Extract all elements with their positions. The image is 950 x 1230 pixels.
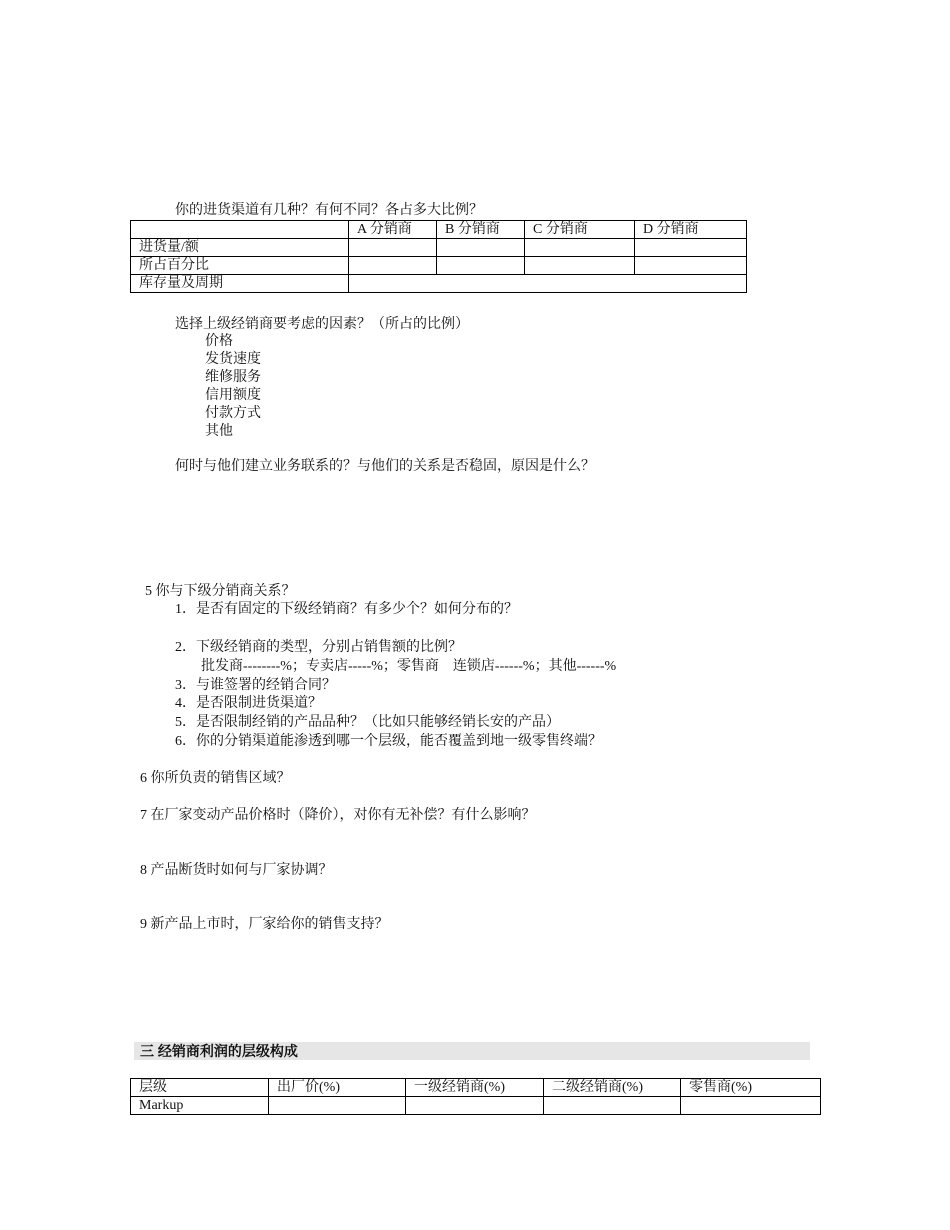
table-row — [131, 275, 747, 293]
q5-item: 2．下级经销商的类型，分别占销售额的比例？ — [175, 640, 462, 655]
question-9: 9 新产品上市时，厂家给你的销售支持？ — [140, 917, 389, 932]
q5-item: 4．是否限制进货渠道？ — [175, 696, 322, 711]
table-header-cell: 层级 — [131, 1079, 269, 1097]
factor-item: 信用额度 — [205, 388, 261, 403]
factor-item: 价格 — [205, 334, 233, 349]
table-header-cell: 零售商(%) — [681, 1079, 821, 1097]
table-header-row — [131, 221, 747, 239]
table-header-cell: 一级经销商(%) — [406, 1079, 544, 1097]
table-cell — [525, 239, 635, 257]
profit-table — [130, 1078, 821, 1115]
table-header-cell — [131, 221, 349, 239]
row-label: Markup — [131, 1097, 269, 1115]
factor-item: 发货速度 — [205, 352, 261, 367]
table-header-cell: A 分销商 — [349, 221, 437, 239]
table-header-cell: C 分销商 — [525, 221, 635, 239]
row-label: 进货量/额 — [131, 239, 349, 257]
table-cell — [406, 1097, 544, 1115]
factor-item: 付款方式 — [205, 406, 261, 421]
table-cell — [544, 1097, 681, 1115]
table-cell — [269, 1097, 406, 1115]
table-row — [131, 257, 747, 275]
factor-item: 维修服务 — [205, 370, 261, 385]
question-relation-time: 何时与他们建立业务联系的？与他们的关系是否稳固，原因是什么？ — [175, 459, 595, 474]
table-row — [131, 1097, 821, 1115]
table-cell — [349, 275, 747, 293]
table-cell — [437, 239, 525, 257]
table-header-row — [131, 1079, 821, 1097]
table-header-cell: B 分销商 — [437, 221, 525, 239]
row-label: 所占百分比 — [131, 257, 349, 275]
section-3-heading: 三 经销商利润的层级构成 — [134, 1042, 810, 1060]
table-cell — [349, 257, 437, 275]
question-7: 7 在厂家变动产品价格时（降价），对你有无补偿？有什么影响？ — [140, 808, 536, 823]
question-6: 6 你所负责的销售区域？ — [140, 771, 291, 786]
table-header-cell: 出厂价(%) — [269, 1079, 406, 1097]
table-cell — [635, 239, 747, 257]
factor-item: 其他 — [205, 424, 233, 439]
q5-item-detail: 批发商--------%；专卖店-----%；零售商 连锁店------%；其他------% — [201, 659, 617, 674]
row-label: 库存量及周期 — [131, 275, 349, 293]
question-channels: 你的进货渠道有几种？有何不同？各占多大比例？ — [175, 203, 483, 218]
table-cell — [349, 239, 437, 257]
table-cell — [635, 257, 747, 275]
table-header-cell: 二级经销商(%) — [544, 1079, 681, 1097]
supplier-table — [130, 220, 747, 293]
question-5-title: 5 你与下级分销商关系？ — [145, 584, 296, 599]
question-8: 8 产品断货时如何与厂家协调？ — [140, 863, 333, 878]
table-row — [131, 239, 747, 257]
q5-item: 6．你的分销渠道能渗透到哪一个层级，能否覆盖到地一级零售终端？ — [175, 734, 602, 749]
q5-item: 1．是否有固定的下级经销商？有多少个？如何分布的？ — [175, 602, 518, 617]
table-header-cell: D 分销商 — [635, 221, 747, 239]
table-cell — [525, 257, 635, 275]
table-cell — [681, 1097, 821, 1115]
table-cell — [437, 257, 525, 275]
q5-item: 5．是否限制经销的产品品种？（比如只能够经销长安的产品） — [175, 715, 560, 730]
question-factors: 选择上级经销商要考虑的因素？（所占的比例） — [175, 317, 469, 332]
q5-item: 3．与谁签署的经销合同？ — [175, 678, 336, 693]
